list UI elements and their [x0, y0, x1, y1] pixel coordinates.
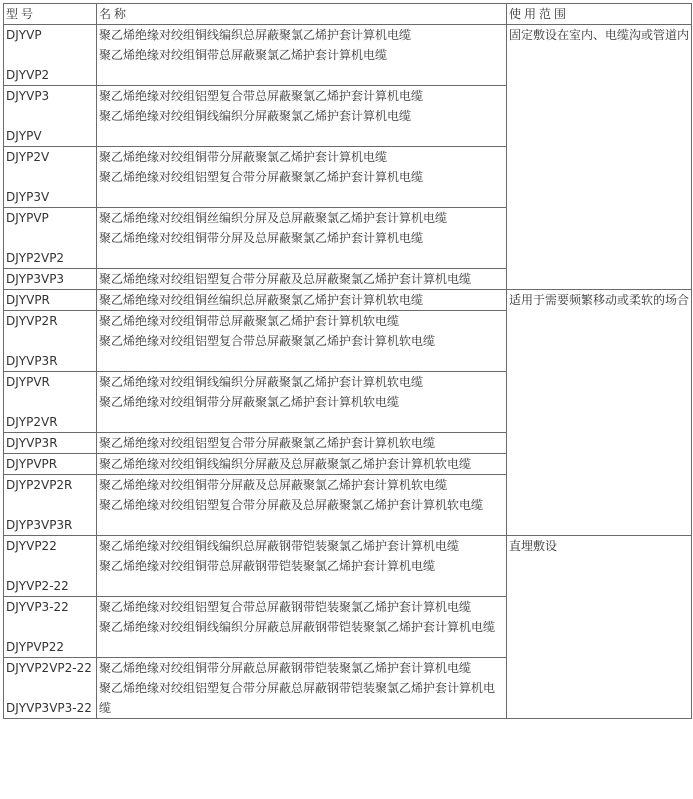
spacer [6, 678, 96, 698]
cable-name: 聚乙烯绝缘对绞组铝塑复合带总屏蔽聚氯乙烯护套计算机软电缆 [99, 334, 436, 348]
cable-name: 聚乙烯绝缘对绞组铝塑复合带分屏蔽聚氯乙烯护套计算机电缆 [99, 170, 424, 184]
name-cell [97, 25, 507, 86]
name-cell [97, 290, 507, 311]
model-code: DJYVP22 [6, 539, 57, 553]
model-code: DJYP2VP2 [6, 251, 65, 265]
name-cell [97, 86, 507, 147]
model-code: DJYVP2VP2-22 [6, 661, 92, 675]
model-code: DJYP2VR [6, 415, 58, 429]
model-code: DJYVP3 [6, 89, 50, 103]
header-row [4, 4, 692, 25]
cable-name: 聚乙烯绝缘对绞组铜带分屏蔽总屏蔽钢带铠装聚氯乙烯护套计算机电缆 [99, 661, 472, 675]
model-code: DJYPVPR [6, 457, 58, 471]
spacer [6, 167, 96, 187]
model-code: DJYP3V [6, 190, 50, 204]
model-code: DJYP2VP2R [6, 478, 73, 492]
cable-name: 聚乙烯绝缘对绞组铜带分屏蔽聚氯乙烯护套计算机软电缆 [99, 395, 400, 409]
cable-name: 聚乙烯绝缘对绞组铜丝编织分屏及总屏蔽聚氯乙烯护套计算机电缆 [99, 211, 448, 225]
model-cell [4, 290, 97, 311]
name-cell [97, 372, 507, 433]
model-cell [4, 454, 97, 475]
table-row [4, 290, 692, 311]
model-cell [4, 597, 97, 658]
spacer [6, 495, 96, 515]
cable-name: 聚乙烯绝缘对绞组铝塑复合带总屏蔽聚氯乙烯护套计算机电缆 [99, 89, 424, 103]
model-code: DJYVP [6, 28, 42, 42]
cable-name: 聚乙烯绝缘对绞组铜带总屏蔽聚氯乙烯护套计算机软电缆 [99, 314, 400, 328]
model-code: DJYP2V [6, 150, 50, 164]
cable-name: 聚乙烯绝缘对绞组铜线编织分屏蔽聚氯乙烯护套计算机电缆 [99, 109, 412, 123]
cable-name: 聚乙烯绝缘对绞组铜带总屏蔽聚氯乙烯护套计算机电缆 [99, 48, 388, 62]
cable-name: 聚乙烯绝缘对绞组铜线编织分屏蔽总屏蔽钢带铠装聚氯乙烯护套计算机电缆 [99, 620, 496, 634]
table-row [4, 25, 692, 86]
cable-name: 聚乙烯绝缘对绞组铜线编织总屏蔽钢带铠装聚氯乙烯护套计算机电缆 [99, 539, 460, 553]
name-cell [97, 311, 507, 372]
model-cell [4, 475, 97, 536]
name-cell [97, 597, 507, 658]
cable-name: 聚乙烯绝缘对绞组铜线编织分屏蔽及总屏蔽聚氯乙烯护套计算机软电缆 [99, 457, 472, 471]
cable-name: 聚乙烯绝缘对绞组铝塑复合带分屏蔽总屏蔽钢带铠装聚氯乙烯护套计算机电缆 [99, 681, 496, 715]
name-cell [97, 454, 507, 475]
model-cell [4, 311, 97, 372]
name-cell [97, 269, 507, 290]
header-model: 型号 [4, 4, 97, 25]
model-code: DJYPVR [6, 375, 50, 389]
model-cell [4, 372, 97, 433]
cable-name: 聚乙烯绝缘对绞组铜带分屏及总屏蔽聚氯乙烯护套计算机电缆 [99, 231, 424, 245]
name-cell [97, 147, 507, 208]
table-body [4, 4, 692, 719]
table-row [4, 536, 692, 597]
spacer [6, 331, 96, 351]
model-cell [4, 86, 97, 147]
header-name: 名称 [97, 4, 507, 25]
spacer [6, 617, 96, 637]
cable-name: 聚乙烯绝缘对绞组铜带分屏蔽聚氯乙烯护套计算机电缆 [99, 150, 388, 164]
model-cell [4, 433, 97, 454]
model-code: DJYPVP22 [6, 640, 65, 654]
name-cell [97, 475, 507, 536]
model-code: DJYP3VP3 [6, 272, 65, 286]
model-code: DJYP3VP3R [6, 518, 73, 532]
spacer [6, 392, 96, 412]
model-code: DJYVP3VP3-22 [6, 701, 92, 715]
model-code: DJYPV [6, 129, 42, 143]
cable-name: 聚乙烯绝缘对绞组铝塑复合带分屏蔽及总屏蔽聚氯乙烯护套计算机软电缆 [99, 498, 484, 512]
model-cell [4, 536, 97, 597]
model-cell [4, 269, 97, 290]
cable-name: 聚乙烯绝缘对绞组铝塑复合带分屏蔽聚氯乙烯护套计算机软电缆 [99, 436, 436, 450]
cable-name: 聚乙烯绝缘对绞组铜带总屏蔽钢带铠装聚氯乙烯护套计算机电缆 [99, 559, 436, 573]
model-code: DJYVP3R [6, 354, 58, 368]
model-code: DJYVP2-22 [6, 579, 69, 593]
model-code: DJYVP3-22 [6, 600, 69, 614]
cable-name: 聚乙烯绝缘对绞组铝塑复合带总屏蔽钢带铠装聚氯乙烯护套计算机电缆 [99, 600, 472, 614]
name-cell [97, 208, 507, 269]
model-code: DJYVP2R [6, 314, 58, 328]
model-cell [4, 147, 97, 208]
cable-name: 聚乙烯绝缘对绞组铜丝编织总屏蔽聚氯乙烯护套计算机软电缆 [99, 293, 424, 307]
model-code: DJYVPR [6, 293, 50, 307]
spacer [6, 556, 96, 576]
model-cell [4, 208, 97, 269]
header-scope: 使用范围 [507, 4, 692, 25]
spacer [6, 228, 96, 248]
model-cell [4, 658, 97, 719]
cable-name: 聚乙烯绝缘对绞组铜线编织总屏蔽聚氯乙烯护套计算机电缆 [99, 28, 412, 42]
name-cell [97, 536, 507, 597]
cable-spec-table [3, 3, 692, 719]
model-code: DJYPVP [6, 211, 49, 225]
spacer [6, 45, 96, 65]
cable-name: 聚乙烯绝缘对绞组铜带分屏蔽及总屏蔽聚氯乙烯护套计算机软电缆 [99, 478, 448, 492]
model-code: DJYVP2 [6, 68, 50, 82]
scope-cell: 适用于需要频繁移动或柔软的场合 [507, 290, 692, 536]
scope-cell: 直埋敷设 [507, 536, 692, 719]
cable-name: 聚乙烯绝缘对绞组铝塑复合带分屏蔽及总屏蔽聚氯乙烯护套计算机电缆 [99, 272, 472, 286]
spacer [6, 106, 96, 126]
scope-cell: 固定敷设在室内、电缆沟或管道内 [507, 25, 692, 290]
name-cell [97, 658, 507, 719]
model-cell [4, 25, 97, 86]
model-code: DJYVP3R [6, 436, 58, 450]
cable-name: 聚乙烯绝缘对绞组铜线编织分屏蔽聚氯乙烯护套计算机软电缆 [99, 375, 424, 389]
name-cell [97, 433, 507, 454]
